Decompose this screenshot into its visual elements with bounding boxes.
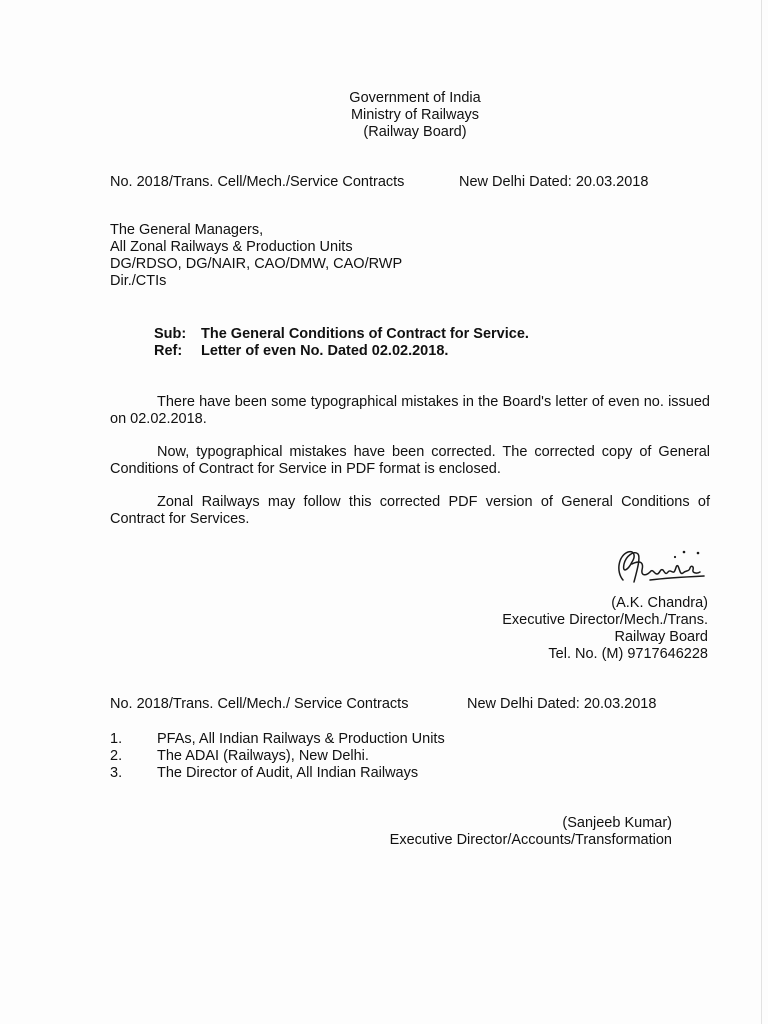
- reference-label: Ref:: [154, 343, 183, 359]
- list-item: [110, 748, 445, 765]
- signatory-1-block: [502, 595, 708, 663]
- subject-line: [154, 326, 529, 343]
- letterhead-board: (Railway Board): [363, 124, 467, 140]
- list-item-text: The Director of Audit, All Indian Railways: [157, 765, 419, 781]
- page-edge-line: [761, 0, 762, 1024]
- signature-ak-chandra: [610, 542, 710, 590]
- addressee-line: The General Managers,: [110, 222, 264, 238]
- reference-text: Letter of even No. Dated 02.02.2018.: [201, 343, 449, 359]
- reference-line: [154, 343, 529, 360]
- list-item: [110, 731, 445, 748]
- signatory-1-phone: Tel. No. (M) 9717646228: [548, 646, 708, 662]
- letterhead-government: Government of India: [349, 90, 481, 106]
- reference-date-2: New Delhi Dated: 20.03.2018: [467, 696, 657, 712]
- letterhead-ministry: Ministry of Railways: [350, 107, 480, 123]
- body-paragraph-3: Zonal Railways may follow this corrected PDF version of General Conditions of Contract for Services.: [110, 494, 710, 527]
- copy-to-list: [110, 731, 445, 782]
- list-item-number: 2.: [110, 748, 123, 764]
- subject-label: Sub:: [154, 326, 187, 342]
- addressee-line: Dir./CTIs: [110, 273, 167, 289]
- list-item-text: The ADAI (Railways), New Delhi.: [157, 748, 369, 764]
- addressee-line: DG/RDSO, DG/NAIR, CAO/DMW, CAO/RWP: [110, 256, 403, 272]
- letterhead: [300, 90, 530, 141]
- reference-number-2: No. 2018/Trans. Cell/Mech./ Service Contracts: [110, 696, 409, 712]
- list-item: [110, 765, 445, 782]
- list-item-text: PFAs, All Indian Railways & Production Units: [157, 731, 445, 747]
- body-paragraph-1: There have been some typographical mistakes in the Board's letter of even no. issued on 02.02.2018.: [110, 394, 710, 427]
- signatory-1-name: (A.K. Chandra): [611, 595, 708, 611]
- reference-date: New Delhi Dated: 20.03.2018: [459, 174, 649, 190]
- signatory-2-designation: Executive Director/Accounts/Transformation: [389, 832, 672, 848]
- signatory-2-block: [390, 815, 672, 849]
- signatory-2-name: (Sanjeeb Kumar): [562, 815, 672, 831]
- signatory-1-designation: Executive Director/Mech./Trans.: [502, 612, 708, 628]
- addressee-line: All Zonal Railways & Production Units: [110, 239, 353, 255]
- body-paragraph-2: Now, typographical mistakes have been corrected. The corrected copy of General Conditions of Contract for Service in PDF format is enclosed.: [110, 444, 710, 477]
- subject-text: The General Conditions of Contract for Service.: [201, 326, 529, 342]
- reference-number: No. 2018/Trans. Cell/Mech./Service Contracts: [110, 174, 405, 190]
- signatory-1-office: Railway Board: [614, 629, 708, 645]
- list-item-number: 3.: [110, 765, 123, 781]
- list-item-number: 1.: [110, 731, 123, 747]
- addressee-block: [110, 222, 402, 290]
- subject-block: [154, 326, 529, 360]
